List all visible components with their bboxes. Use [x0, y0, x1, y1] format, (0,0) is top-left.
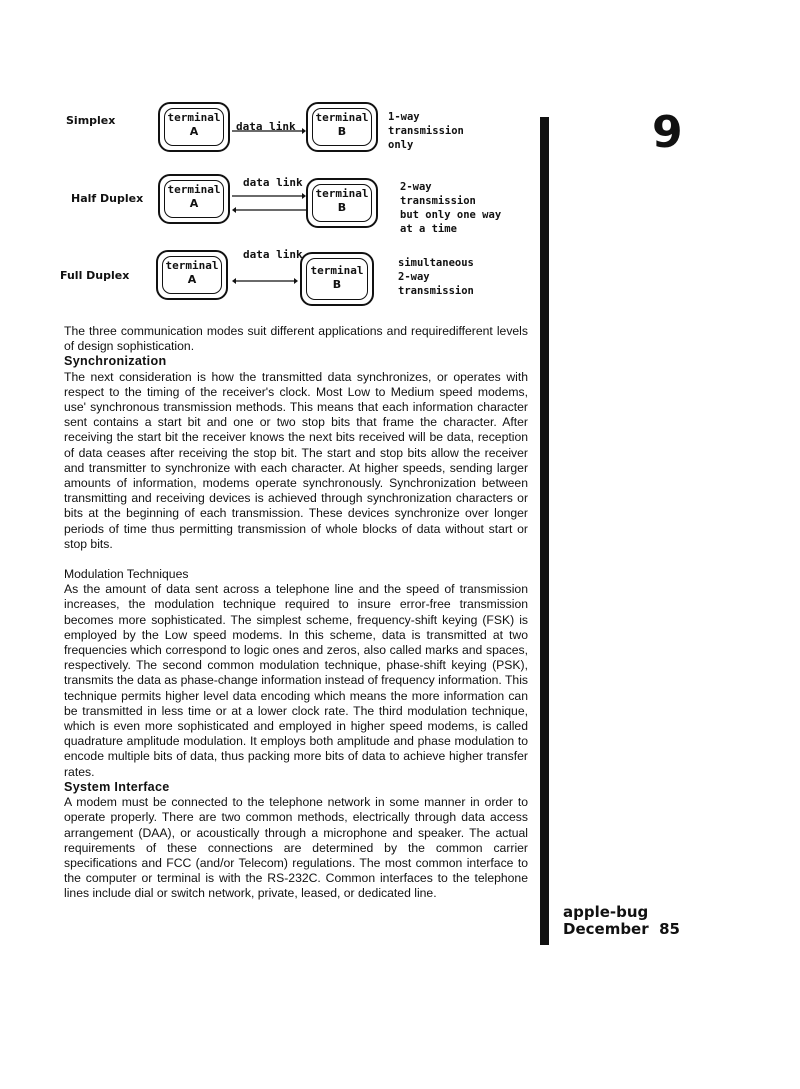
terminal-name: terminal: [165, 259, 219, 272]
terminal-b: [300, 252, 374, 306]
terminal-letter: B: [332, 278, 342, 291]
description-line: transmission: [388, 125, 464, 137]
description-line: simultaneous: [398, 257, 474, 269]
article-body: [64, 324, 528, 902]
simplex-row: [60, 100, 500, 170]
description-line: 1-way: [388, 111, 420, 123]
intro-paragraph: The three communication modes suit different applications and requiredifferent levels of design sophistication.: [64, 324, 528, 354]
vertical-rule: [540, 117, 549, 945]
publication-footer: [563, 904, 680, 938]
data-link-label: data link: [243, 176, 303, 189]
double-headed-arrow-icon: [232, 276, 298, 286]
description-line: 2-way: [400, 181, 432, 193]
data-link-label: data link: [243, 248, 303, 261]
terminal-name: terminal: [167, 111, 221, 124]
mode-label-half-duplex: Half Duplex: [71, 192, 144, 205]
terminal-letter: A: [189, 125, 199, 138]
terminal-letter: A: [189, 197, 199, 210]
page-number: 9: [652, 107, 683, 158]
mode-description: [388, 110, 464, 152]
description-line: 2-way: [398, 271, 430, 283]
terminal-letter: B: [337, 201, 347, 214]
terminal-b: [306, 102, 378, 152]
terminal-a: [158, 174, 230, 224]
data-link-label: data link: [236, 120, 296, 133]
publication-year: 85: [659, 920, 680, 938]
mode-label-simplex: Simplex: [66, 114, 116, 127]
section-heading-synchronization: Synchronization: [64, 354, 167, 369]
terminal-letter: A: [187, 273, 197, 286]
section-heading-system-interface: System Interface: [64, 779, 170, 794]
mode-description: [398, 256, 474, 298]
description-line: but only one way: [400, 209, 502, 221]
bidirectional-arrows-icon: [232, 192, 306, 214]
description-line: transmission: [400, 195, 476, 207]
publication-name: apple-bug: [563, 903, 649, 921]
modulation-paragraph: As the amount of data sent across a telephone line and the speed of transmission increases, the modulation technique required to insure error-free transmission becomes more sophisticated. The simplest scheme, frequency-shift keying (FSK) is employed by the Low speed modems. In this scheme, data is transmitted at two frequencies which correspond to logic ones and zeros, also called marks and spaces, respectively. The second common modulation technique, phase-shift keying (PSK), transmits the data as phase-change information instead of frequency information. This technique permits higher level data encoding which means the more information can be transmitted in less time or at a lower clock rate. The third modulation technique, which is even more sophisticated and employed in higher speed modems, is called quadrature amplitude modulation. It employs both amplitude and phase modulation to encode multiple bits of data, thus packing more bits of data to achieve higher transfer rates.: [64, 582, 528, 779]
publication-date: [563, 921, 680, 938]
terminal-name: terminal: [310, 264, 364, 277]
terminal-a: [156, 250, 228, 300]
terminal-name: terminal: [167, 183, 221, 196]
half-duplex-row: [60, 170, 500, 240]
description-line: only: [388, 139, 414, 151]
description-line: at a time: [400, 223, 457, 235]
full-duplex-row: [60, 248, 500, 318]
system-interface-paragraph: A modem must be connected to the telephone network in some manner in order to operate properly. There are two common methods, electrically through data access arrangement (DAA), or acoustically through a microphone and speaker. The actual requirements of these connections are determined by the common carrier specifications and FCC (and/or Telecom) regulations. The most common interface to the computer or terminal is with the RS-232C. Common interfaces to the telephone lines include dial or switch network, private, leased, or dedicated line.: [64, 795, 528, 901]
publication-month: December: [563, 920, 649, 938]
right-arrow-icon: [232, 126, 306, 136]
mode-description: [400, 180, 501, 236]
terminal-name: terminal: [315, 187, 369, 200]
terminal-name: terminal: [315, 111, 369, 124]
synchronization-paragraph: The next consideration is how the transmitted data synchronizes, or operates with respect to the timing of the receiver's clock. Most Low to Medium speed modems, use' synchronous transmission methods. This means that each information character sent contains a start bit and one or two stop bits that frame the character. After receiving the start bit the receiver knows the next bits received will be data, reception of data ceases after receiving the stop bit. The start and stop bits allow the receiver and transmitter to synchronize with each character. At higher speeds, sending larger amounts of information, modems operate synchronously. Synchronization between transmitting and receiving devices is achieved through synchronization characters or bits at the beginning of each transmission. These devices synchronize over longer periods of time thus permitting transmission of whole blocks of data without start or stop bits.: [64, 369, 528, 551]
terminal-a: [158, 102, 230, 152]
description-line: transmission: [398, 285, 474, 297]
section-heading-modulation: Modulation Techniques: [64, 567, 189, 582]
terminal-letter: B: [337, 125, 347, 138]
communication-modes-diagram: [60, 100, 500, 315]
mode-label-full-duplex: Full Duplex: [60, 269, 130, 282]
terminal-b: [306, 178, 378, 228]
